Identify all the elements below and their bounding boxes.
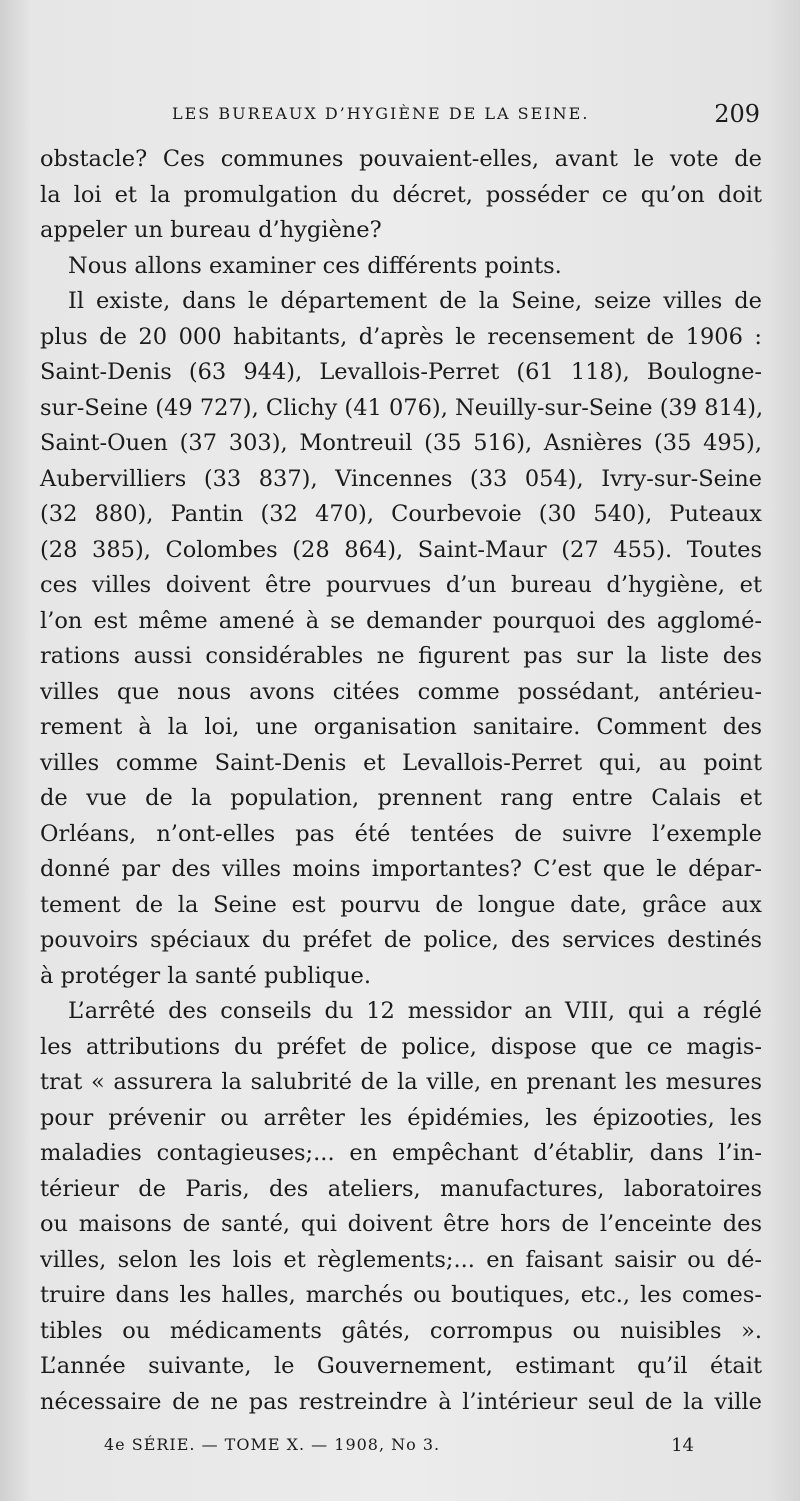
text-line: truire dans les halles, marchés ou boutiques, etc., les comes- (40, 1282, 762, 1308)
text-line: plus de 20 000 habitants, d’après le recensement de 1906 : (40, 323, 762, 350)
text-line: nécessaire de ne pas restreindre à l’intérieur seul de la ville (40, 1388, 762, 1415)
text-line: ces villes doivent être pourvues d’un bureau d’hygiène, et (40, 572, 762, 598)
signature-mark: 14 (671, 1435, 694, 1456)
text-line: Aubervilliers (33 837), Vincennes (33 054), Ivry-sur-Seine (40, 465, 762, 492)
text-line: térieur de Paris, des ateliers, manufactures, laboratoires (40, 1175, 762, 1202)
text-line: de vue de la population, prennent rang entre Calais et (40, 785, 762, 811)
text-line: obstacle? Ces communes pouvaient-elles, avant le vote de (40, 146, 762, 172)
text-line: trat « assurera la salubrité de la ville, en prenant les mesures (40, 1069, 762, 1095)
text-line: (32 880), Pantin (32 470), Courbevoie (30 540), Puteaux (40, 501, 762, 527)
text-line: villes, selon les lois et règlements;... en faisant saisir ou dé- (40, 1246, 762, 1273)
text-line: la loi et la promulgation du décret, posséder ce qu’on doit (40, 181, 762, 208)
text-line: appeler un bureau d’hygiène? (40, 217, 382, 243)
running-header (40, 100, 760, 132)
text-line: Saint-Denis (63 944), Levallois-Perret (61 118), Boulogne- (40, 359, 762, 385)
text-line: villes comme Saint-Denis et Levallois-Perret qui, au point (40, 749, 762, 776)
text-line: Saint-Ouen (37 303), Montreuil (35 516), Asnières (35 495), (40, 430, 762, 456)
body-text (40, 142, 762, 1420)
text-line: maladies contagieuses;... en empêchant d’établir, dans l’in- (40, 1140, 762, 1166)
series-info: 4e SÉRIE. — TOME X. — 1908, No 3. (104, 1435, 441, 1454)
text-line: (28 385), Colombes (28 864), Saint-Maur (27 455). Toutes (40, 536, 762, 563)
text-line: ou maisons de santé, qui doivent être hors de l’enceinte des (40, 1211, 762, 1237)
text-line: à protéger la santé publique. (40, 962, 372, 989)
text-line: pour prévenir ou arrêter les épidémies, les épizooties, les (40, 1104, 762, 1131)
page-footer (104, 1435, 694, 1465)
text-line: pouvoirs spéciaux du préfet de police, des services destinés (40, 927, 762, 953)
text-line: tibles ou médicaments gâtés, corrompus ou nuisibles ». (40, 1317, 762, 1344)
text-line: rations aussi considérables ne figurent pas sur la liste des (40, 643, 762, 669)
text-line: sur-Seine (49 727), Clichy (41 076), Neuilly-sur-Seine (39 814), (40, 394, 764, 421)
text-line: L’arrêté des conseils du 12 messidor an VIII, qui a réglé (68, 998, 762, 1024)
text-line: l’on est même amené à se demander pourquoi des agglomé- (40, 607, 762, 634)
page-number: 209 (714, 100, 760, 128)
text-line: donné par des villes moins importantes? C’est que le dépar- (40, 856, 762, 882)
text-line: Il existe, dans le département de la Seine, seize villes de (68, 288, 762, 314)
text-line: villes que nous avons citées comme possédant, antérieu- (40, 678, 762, 705)
text-line: tement de la Seine est pourvu de longue date, grâce aux (40, 891, 762, 918)
text-line: rement à la loi, une organisation sanitaire. Comment des (40, 714, 762, 740)
text-line: L’année suivante, le Gouvernement, estimant qu’il était (40, 1353, 762, 1379)
text-line: les attributions du préfet de police, dispose que ce magis- (40, 1033, 762, 1060)
text-line: Orléans, n’ont-elles pas été tentées de suivre l’exemple (40, 820, 762, 847)
running-title: LES BUREAUX D’HYGIÈNE DE LA SEINE. (172, 104, 590, 123)
text-line: Nous allons examiner ces différents points. (68, 252, 562, 279)
